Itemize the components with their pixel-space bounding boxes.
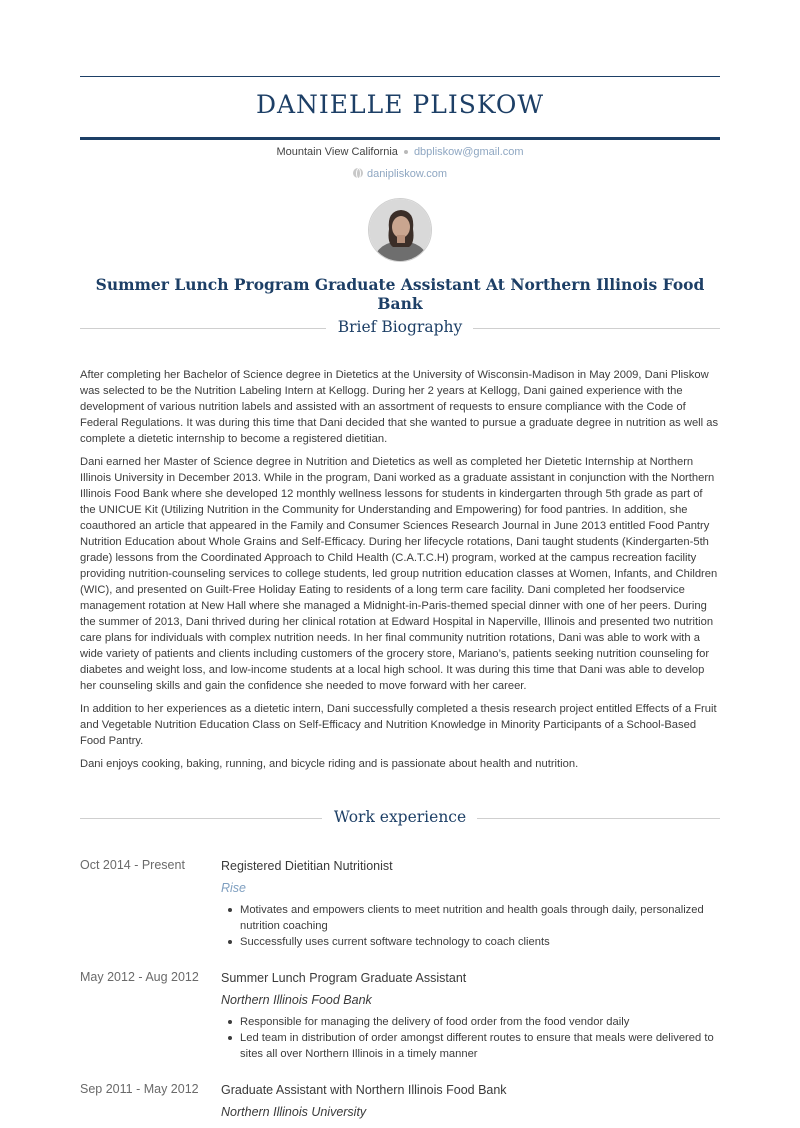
job-bullet: [221, 902, 720, 934]
company-name: Northern Illinois University: [221, 1105, 367, 1119]
contact-line: [80, 146, 720, 158]
job-details: [221, 970, 720, 1062]
job-title: Summer Lunch Program Graduate Assistant: [221, 971, 467, 985]
job-title: Registered Dietitian Nutritionist: [221, 859, 393, 873]
biography-paragraph: In addition to her experiences as a dietetic intern, Dani successfully completed a thesis research project entitled Effects of a Fruit and Vegetable Nutrition Education Class on Self-Efficacy and Nutrition Knowledge in Minority Participants of a School-Based Food Pantry.: [80, 703, 717, 747]
job-bullet: [221, 1014, 720, 1030]
job-dates: May 2012 - Aug 2012: [80, 970, 199, 984]
job-bullets: [221, 902, 720, 950]
bullet-text: Motivates and empowers clients to meet nutrition and health goals through daily, personalized nutrition coaching: [240, 904, 704, 932]
job-details: [221, 1082, 720, 1120]
globe-icon: [353, 168, 363, 178]
company-name: Northern Illinois Food Bank: [221, 993, 372, 1007]
biography-section-header: [80, 318, 720, 338]
work-title: Work experience: [333, 808, 467, 826]
separator-dot: [404, 150, 408, 154]
biography-paragraph: Dani enjoys cooking, baking, running, and bicycle riding and is passionate about health and nutrition.: [80, 758, 579, 770]
job-details: [221, 858, 720, 950]
bullet-icon: [228, 1036, 232, 1040]
job-bullets: [221, 1014, 720, 1062]
bullet-text: Successfully uses current software technology to coach clients: [240, 936, 550, 948]
biography-title: Brief Biography: [337, 318, 463, 336]
job-dates: Oct 2014 - Present: [80, 858, 185, 872]
location-text: Mountain View California: [276, 146, 398, 158]
job-title: Graduate Assistant with Northern Illinois Food Bank: [221, 1083, 507, 1097]
bullet-icon: [228, 940, 232, 944]
job-dates: Sep 2011 - May 2012: [80, 1082, 199, 1096]
bullet-text: Led team in distribution of order amongst different routes to ensure that meals were delivered to sites all over Northern Illinois in a timely manner: [240, 1032, 714, 1060]
website-link[interactable]: danipliskow.com: [366, 168, 448, 180]
biography-text: [80, 367, 720, 779]
work-section-header: [80, 808, 720, 828]
website-line: [80, 168, 720, 180]
email-link[interactable]: dbpliskow@gmail.com: [413, 146, 524, 158]
avatar-photo: [369, 199, 432, 262]
bullet-icon: [228, 1020, 232, 1024]
top-rule: [80, 76, 720, 77]
bullet-text: Responsible for managing the delivery of food order from the food vendor daily: [240, 1016, 630, 1028]
biography-paragraph: After completing her Bachelor of Science degree in Dietetics at the University of Wisconsin-Madison in May 2009, Dani Pliskow was selected to be the Nutrition Labeling Intern at Kellogg. During her 2 years at Kellogg, Dani gained experience with the development of various nutrition labels and assisted with an assortment of requests to ensure compliance with the Code of Federal Regulations. It was during this time that Dani decided that she wanted to pursue a graduate degree in nutrition as well as complete a dietetic internship to become a registered dietitian.: [80, 369, 719, 445]
bullet-icon: [228, 908, 232, 912]
job-bullet: [221, 1030, 720, 1062]
company-link[interactable]: Rise: [221, 881, 247, 895]
biography-paragraph: Dani earned her Master of Science degree in Nutrition and Dietetics as well as completed her Dietetic Internship at Northern Illinois University in December 2013. While in the program, Dani worked as a graduate assistant in conjunction with the Northern Illinois Food Bank where she developed 12 monthly wellness lessons for students in kindergarten through 5th grade as part of the UNICUE Kit (Utilizing Nutrition in the Community for Understanding and Empowering) for food pantries. In addition, she coauthored an article that appeared in the Family and Consumer Sciences Research Journal in June 2013 entitled Food Pantry Nutrition Education about Whole Grains and Self-Efficacy. During her lifecycle rotations, Dani taught students (Kindergarten-5th grade) lessons from the Coordinated Approach to Child Health (C.A.T.C.H) program, worked at the campus recreation facility providing nutrition-counseling services to college students, led group nutrition education classes at Women, Infants, and Children (WIC), and presented on Guilt-Free Holiday Eating to residents of a long term care facility. Dani completed her foodservice management rotation at New Hall where she managed a Midnight-in-Paris-themed special dinner with one of her peers. During the summer of 2013, Dani thrived during her clinical rotation at Edward Hospital in Naperville, Illinois and presented two nutrition care plans for individuals with complex nutrition needs. In her final community nutrition rotations, Dani was able to work with a wide variety of patients and clients including customers of the grocery store, Mariano’s, patients seeking nutrition counseling for diabetes and weight loss, and low-income students at a local high school. It was during this time that Dani was able to develop her counseling skills and gain the confidence she needed to move forward with her career.: [80, 456, 718, 692]
candidate-name: DANIELLE PLISKOW: [255, 90, 545, 119]
name-rule: [80, 137, 720, 140]
avatar: [368, 198, 432, 262]
job-bullet: [221, 934, 720, 950]
headline: Summer Lunch Program Graduate Assistant At Northern Illinois Food Bank: [95, 275, 705, 313]
